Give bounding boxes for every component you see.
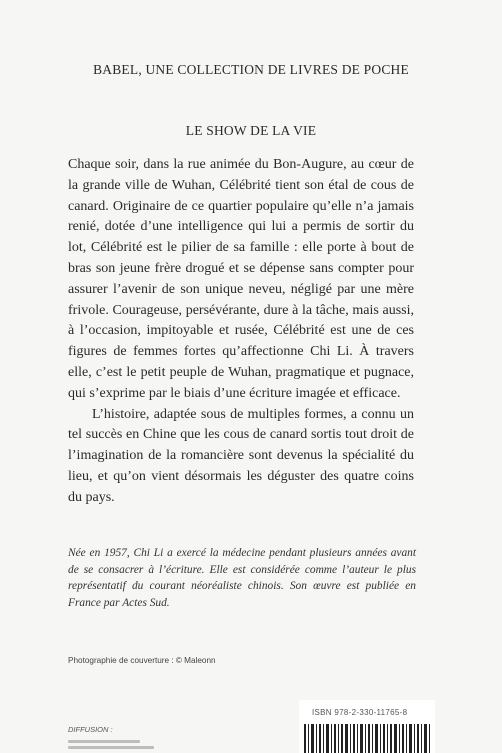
- collection-name: BABEL, UNE COLLECTION DE LIVRES DE POCHE: [93, 62, 409, 77]
- blurb-paragraph-2: L’histoire, adaptée sous de multiples formes, a connu un tel succès en Chine que les cous de canard sortis tout droit de l’imagination de la romancière sont devenus la spécialité du lieu, et qu’on vient désormais les déguster des quatre coins du pays.: [68, 406, 414, 505]
- photo-credit: Photographie de couverture : © Maleonn: [68, 656, 216, 665]
- barcode-icon: [302, 724, 432, 753]
- blurb-paragraph-1: Chaque soir, dans la rue animée du Bon-Augure, au cœur de la grande ville de Wuhan, Célébrité tient son étal de cous de canard. Originaire de ce quartier populaire qu’elle n’a jamais renié, dotée d’une intelligence qui lui a permis de sortir du lot, Célébrité est le pilier de sa famille : elle porte à bout de bras son jeune frère drogué et se dépense sans compter pour assurer l’avenir de son unique neveu, négligé par une mère frivole. Courageuse, persévérante, dure à la tâche, mais aussi, à l’occasion, impitoyable et rusée, Célébrité est une de ces figures de femmes fortes qu’affectionne Chi Li. À travers elle, c’est le petit peuple de Wuhan, pragmatique et pugnace, qui s’exprime par le biais d’une écriture imagée et efficace.: [68, 157, 414, 401]
- book-title: LE SHOW DE LA VIE: [185, 123, 317, 138]
- blurb: [68, 155, 414, 509]
- author-bio: Née en 1957, Chi Li a exercé la médecine pendant plusieurs années avant de se consacrer à l’écriture. Elle est considérée comme l’auteur le plus représentatif du courant néoréaliste chinois. Son œuvre est publiée en France par Actes Sud.: [68, 547, 416, 609]
- distribution-details-illegible: [68, 737, 158, 753]
- distribution-label: DIFFUSION :: [68, 725, 113, 734]
- isbn-number: ISBN 978-2-330-11765-8: [312, 708, 408, 717]
